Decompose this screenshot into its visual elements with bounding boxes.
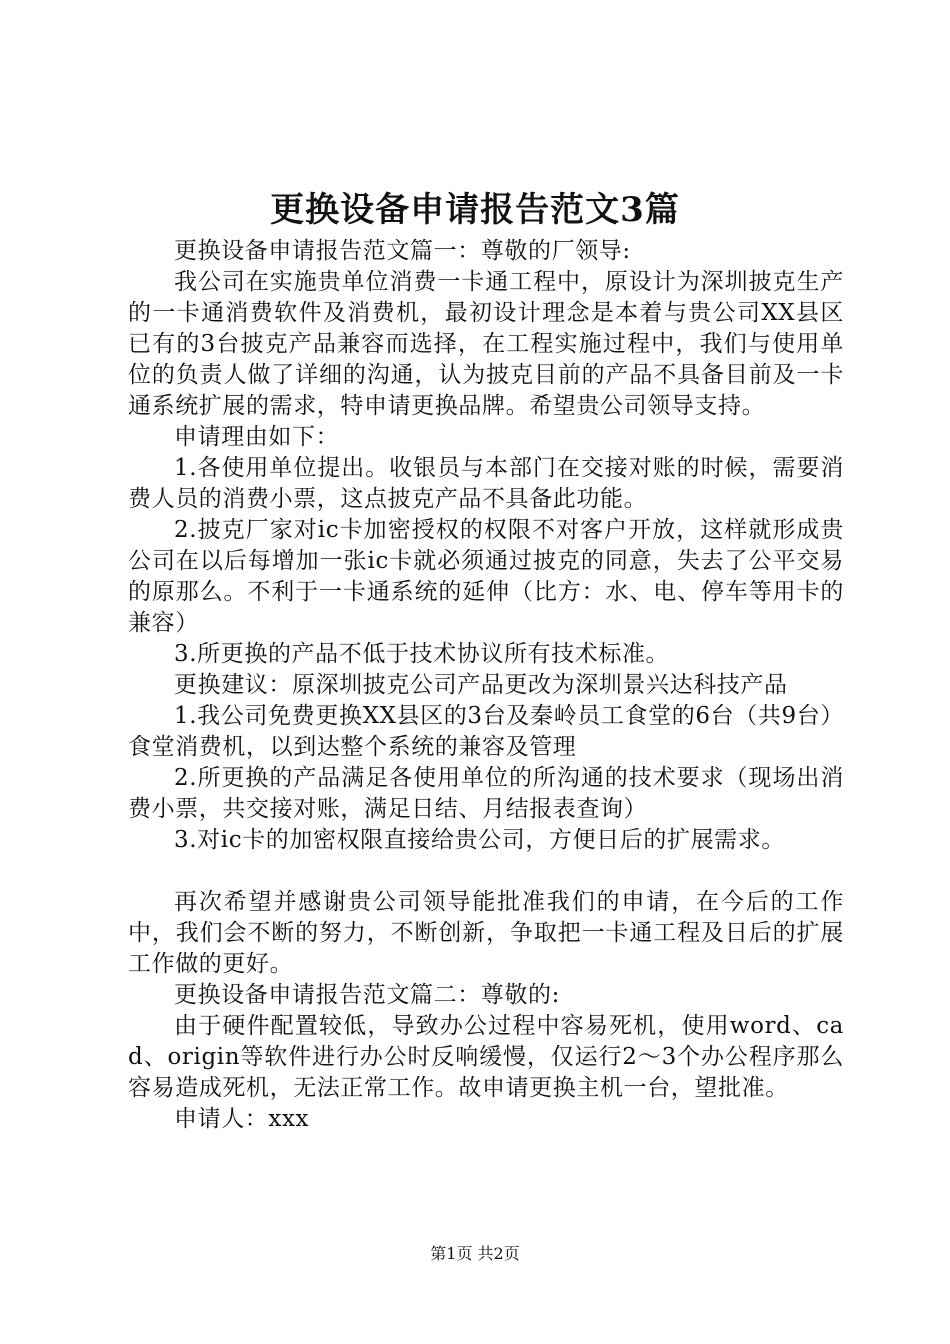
document-title: 更换设备申请报告范文3篇 bbox=[270, 190, 680, 230]
paragraph-salutation-1: 更换设备申请报告范文篇一：尊敬的厂领导: bbox=[174, 238, 631, 264]
paragraph-suggestion-1: 1.我公司免费更换XX县区的3台及秦岭员工食堂的6台（共9台）食堂消费机，以到达整个系统的兼容及管理 bbox=[128, 703, 844, 760]
paragraph-applicant: 申请人：xxx bbox=[174, 1106, 310, 1132]
paragraph-blank bbox=[128, 856, 844, 887]
paragraph-suggestion-heading: 更换建议：原深圳披克公司产品更改为深圳景兴达科技产品 bbox=[174, 672, 788, 698]
document-body bbox=[128, 236, 844, 1135]
paragraph-closing: 再次希望并感谢贵公司领导能批准我们的申请，在今后的工作中，我们会不断的努力，不断创新，争取把一卡通工程及日后的扩展工作做的更好。 bbox=[128, 889, 844, 977]
paragraph-intro: 我公司在实施贵单位消费一卡通工程中，原设计为深圳披克生产的一卡通消费软件及消费机，最初设计理念是本着与贵公司XX县区已有的3台披克产品兼容而选择，在工程实施过程中，我们与使用单位的负责人做了详细的沟通，认为披克目前的产品不具备目前及一卡通系统扩展的需求，特申请更换品牌。希望贵公司领导支持。 bbox=[128, 269, 844, 419]
paragraph-salutation-2: 更换设备申请报告范文篇二：尊敬的: bbox=[174, 982, 560, 1008]
paragraph-suggestion-3: 3.对ic卡的加密权限直接给贵公司，方便日后的扩展需求。 bbox=[174, 827, 785, 853]
page-footer: 第1页 共2页 bbox=[430, 1244, 520, 1263]
paragraph-request-2: 由于硬件配置较低，导致办公过程中容易死机，使用word、cad、origin等软件进行办公时反响缓慢，仅运行2～3个办公程序那么容易造成死机，无法正常工作。故申请更换主机一台，望批准。 bbox=[128, 1013, 844, 1101]
paragraph-suggestion-2: 2.所更换的产品满足各使用单位的所沟通的技术要求（现场出消费小票，共交接对账，满足日结、月结报表查询） bbox=[128, 765, 844, 822]
paragraph-reasons-heading: 申请理由如下： bbox=[174, 424, 340, 450]
paragraph-reason-2: 2.披克厂家对ic卡加密授权的权限不对客户开放，这样就形成贵公司在以后每增加一张ic卡就必须通过披克的同意，失去了公平交易的原那么。不利于一卡通系统的延伸（比方：水、电、停车等用卡的兼容） bbox=[128, 517, 844, 636]
paragraph-reason-1: 1.各使用单位提出。收银员与本部门在交接对账的时候，需要消费人员的消费小票，这点披克产品不具备此功能。 bbox=[128, 455, 844, 512]
paragraph-reason-3: 3.所更换的产品不低于技术协议所有技术标准。 bbox=[174, 641, 670, 667]
